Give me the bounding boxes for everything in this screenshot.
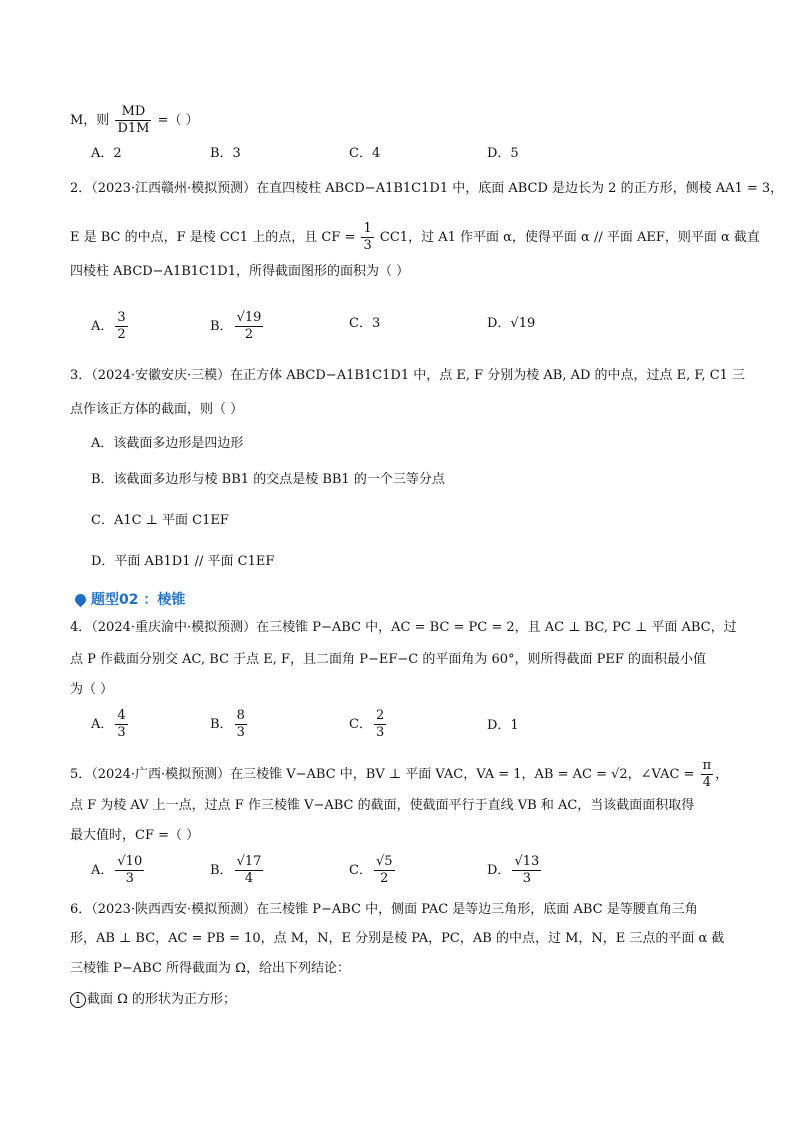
q4-line3: 为（ ） [70, 682, 114, 697]
q5-option-b[interactable]: B． $\frac{√17}{4}$ [210, 854, 262, 886]
q1-tail-paren: =（ ） [157, 113, 199, 128]
q2-option-d[interactable]: D．√19 [487, 316, 536, 331]
section-heading [75, 589, 185, 609]
location-pin-icon [73, 591, 89, 607]
q2-line1: 2．（2023·江西赣州·模拟预测）在直四棱柱 ABCD−A1B1C1D1 中，底面 ABCD 是边长为 2 的正方形，侧棱 AA1 = 3， [70, 181, 784, 196]
q6-item1: 1 截面 Ω 的形状为正方形； [70, 990, 236, 1010]
q2-option-c[interactable]: C．3 [349, 316, 381, 331]
q5-line1: 5．（2024·广西·模拟预测）在三棱锥 V−ABC 中，BV ⊥ 平面 VAC，VA = 1，AB = AC = √2，∠VAC = $\frac{\pi}{4}$ ， [70, 758, 729, 790]
q1-option-b[interactable]: B．3 [210, 146, 241, 161]
q2-fraction: $\frac{1}{3}$ [363, 221, 372, 253]
q5-option-c[interactable]: C． $\frac{√5}{2}$ [349, 854, 393, 886]
q3-option-d[interactable]: D．平面 AB1D1 // 平面 C1EF [91, 554, 275, 569]
q4-option-a[interactable]: A． $\frac{4}{3}$ [91, 708, 126, 740]
q2-option-b[interactable]: B． $\frac{√19}{2}$ [210, 310, 262, 342]
q5-line2: 点 F 为棱 AV 上一点，过点 F 作三棱锥 V−ABC 的截面，使截面平行于直线 VB 和 AC，当该截面面积取得 [70, 798, 695, 813]
circled-number-one: 1 [70, 992, 86, 1008]
q1-lead: M，则 [70, 113, 110, 128]
q4-line1: 4．（2024·重庆渝中·模拟预测）在三棱锥 P−ABC 中，AC = BC = PC = 2，且 AC ⊥ BC, PC ⊥ 平面 ABC，过 [70, 620, 737, 635]
q1-option-c[interactable]: C．4 [349, 146, 381, 161]
q3-option-b[interactable]: B．该截面多边形与棱 BB1 的交点是棱 BB1 的一个三等分点 [91, 472, 445, 487]
q5-line3: 最大值时，CF =（ ） [70, 828, 200, 843]
q3-line2: 点作该正方体的截面，则（ ） [70, 402, 244, 417]
q1-fraction: $\frac{MD}{D1M}$ [117, 104, 150, 136]
q2-line2: E 是 BC 的中点，F 是棱 CC1 上的点，且 CF = $\frac{1}{3}$ CC1，过 A1 作平面 α，使得平面 α // 平面 AEF，则平面 α 截直 [70, 221, 760, 253]
q3-line1: 3．（2024·安徽安庆·三模）在正方体 ABCD−A1B1C1D1 中，点 E, F 分别为棱 AB, AD 的中点，过点 E, F, C1 三 [70, 368, 746, 383]
q6-line3: 三棱锥 P−ABC 所得截面为 Ω，给出下列结论： [70, 961, 350, 976]
q6-line1: 6．（2023·陕西西安·模拟预测）在三棱锥 P−ABC 中，侧面 PAC 是等边三角形，底面 ABC 是等腰直角三角 [70, 902, 698, 917]
q6-line2: 形，AB ⊥ BC，AC = PB = 10，点 M，N，E 分别是棱 PA，PC，AB 的中点，过 M，N，E 三点的平面 α 截 [70, 931, 725, 946]
q1-option-a[interactable]: A．2 [91, 146, 122, 161]
q4-option-c[interactable]: C． $\frac{2}{3}$ [349, 708, 385, 740]
q4-option-b[interactable]: B． $\frac{8}{3}$ [210, 708, 245, 740]
q3-option-a[interactable]: A．该截面多边形是四边形 [91, 436, 244, 451]
q5-option-d[interactable]: D． $\frac{√13}{3}$ [487, 854, 540, 886]
q5-fraction: $\frac{\pi}{4}$ [702, 758, 712, 790]
q1-option-d[interactable]: D．5 [487, 146, 519, 161]
q2-line3: 四棱柱 ABCD−A1B1C1D1，所得截面图形的面积为（ ） [70, 264, 410, 279]
q5-option-a[interactable]: A． $\frac{√10}{3}$ [91, 854, 143, 886]
q3-option-c[interactable]: C．A1C ⊥ 平面 C1EF [91, 513, 229, 528]
section-label: 题型02 ：棱锥 [91, 592, 186, 608]
q4-option-d[interactable]: D．1 [487, 718, 519, 733]
q2-option-a[interactable]: A． $\frac{3}{2}$ [91, 310, 126, 342]
q4-line2: 点 P 作截面分别交 AC, BC 于点 E, F，且二面角 P−EF−C 的平面角为 60°，则所得截面 PEF 的面积最小值 [70, 652, 707, 667]
q1-stem-tail [70, 104, 199, 137]
